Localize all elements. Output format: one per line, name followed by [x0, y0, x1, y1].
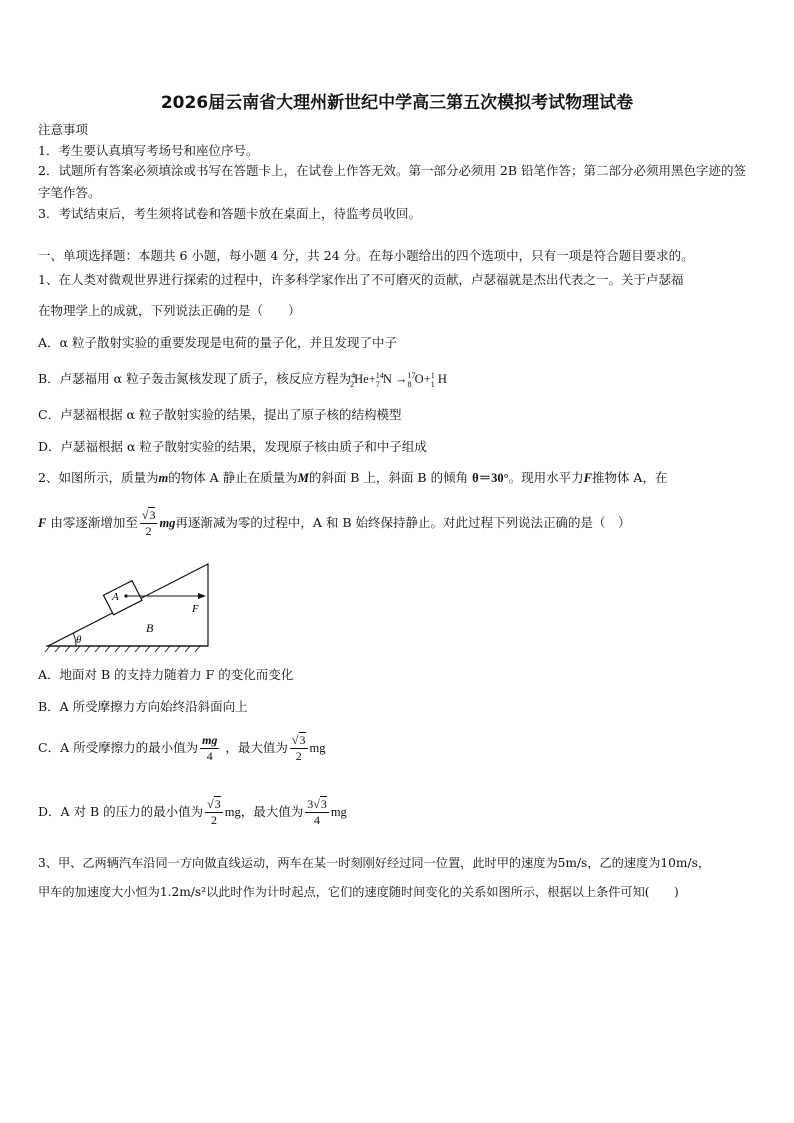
- force-origin-dot: [124, 594, 127, 597]
- page-title: 2026届云南省大理州新世纪中学高三第五次模拟考试物理试卷: [160, 93, 634, 113]
- section-heading: 一、单项选择题：本题共 6 小题，每小题 4 分，共 24 分。在每小题给出的四个选项中，只有一项是符合题目要求的。: [38, 248, 694, 263]
- q1-stem-line1: 1、在人类对微观世界进行探索的过程中，许多科学家作出了不可磨灭的贡献，卢瑟福就是杰出代表之一。关于卢瑟福: [38, 272, 684, 287]
- incline-b-label: B: [146, 621, 154, 635]
- block-a: [103, 581, 142, 615]
- notice-item-3: 3．考试结束后，考生须将试卷和答题卡放在桌面上，待监考员收回。: [38, 206, 421, 221]
- q1-option-b-text: B．卢瑟福用 α 粒子轰击氮核发现了质子，核反应方程为: [38, 371, 352, 386]
- notice-heading: 注意事项: [38, 122, 89, 137]
- incline-diagram: [40, 560, 230, 655]
- q2-option-c: C．A 所受摩擦力的最小值为 $\frac{mg}{4}$ ，最大值为 $\frac{√3}{2}$ mg: [38, 733, 326, 763]
- fraction-sqrt3-over-2: $\frac{√3}{2}$: [141, 508, 156, 538]
- block-a-label: A: [112, 591, 119, 603]
- q2-stem-line1: 2、如图所示，质量为m的物体 A 静止在质量为M的斜面 B 上，斜面 B 的倾角 θ＝30°。现用水平力F推物体 A，在: [38, 470, 668, 485]
- notice-item-2: 2．试题所有答案必须填涂或书写在答题卡上，在试卷上作答无效。第一部分必须用 2B 铅笔作答；第二部分必须用黑色字迹的签字笔作答。: [38, 163, 747, 200]
- q1-option-d: D．卢瑟福根据 α 粒子散射实验的结果，发现原子核由质子和中子组成: [38, 439, 427, 454]
- q1-stem-line2: 在物理学上的成就，下列说法正确的是（ ）: [38, 303, 301, 318]
- nuclear-equation: $^4_2$He+$^{14}_7$ N →$^{17}_8$ O+$^1_1$ H: [350, 370, 447, 389]
- q2-option-d: D．A 对 B 的压力的最小值为 $\frac{√3}{2}$ mg，最大值为 $\frac{3√3}{4}$ mg: [38, 797, 347, 827]
- q1-option-b: [38, 369, 447, 389]
- q3-stem-line2: 甲车的加速度大小恒为1.2m/s²以此时作为计时起点，它们的速度随时间变化的关系如图所示，根据以上条件可知( ): [38, 885, 679, 899]
- ground-hatch: [45, 646, 200, 652]
- q2-option-b: B．A 所受摩擦力方向始终沿斜面向上: [38, 699, 248, 714]
- q1-option-a: A．α 粒子散射实验的重要发现是电荷的量子化，并且发现了中子: [38, 335, 397, 350]
- q1-option-c: C．卢瑟福根据 α 粒子散射实验的结果，提出了原子核的结构模型: [38, 407, 402, 422]
- notice-item-1: 1．考生要认真填写考场号和座位序号。: [38, 143, 259, 158]
- q2-option-a: A．地面对 B 的支持力随着力 F 的变化而变化: [38, 667, 294, 682]
- force-label: F: [192, 603, 199, 615]
- q3-stem-line1: 3、甲、乙两辆汽车沿同一方向做直线运动，两车在某一时刻刚好经过同一位置，此时甲的速度为5m/s，乙的速度为10m/s，: [38, 856, 711, 870]
- theta-label: θ: [76, 634, 82, 646]
- q2-stem-line2: F 由零逐渐增加至 $\frac{√3}{2}$ mg再逐渐减为零的过程中，A 和 B 始终保持静止。对此过程下列说法正确的是（ ）: [38, 508, 631, 538]
- force-arrow-head: [198, 593, 206, 599]
